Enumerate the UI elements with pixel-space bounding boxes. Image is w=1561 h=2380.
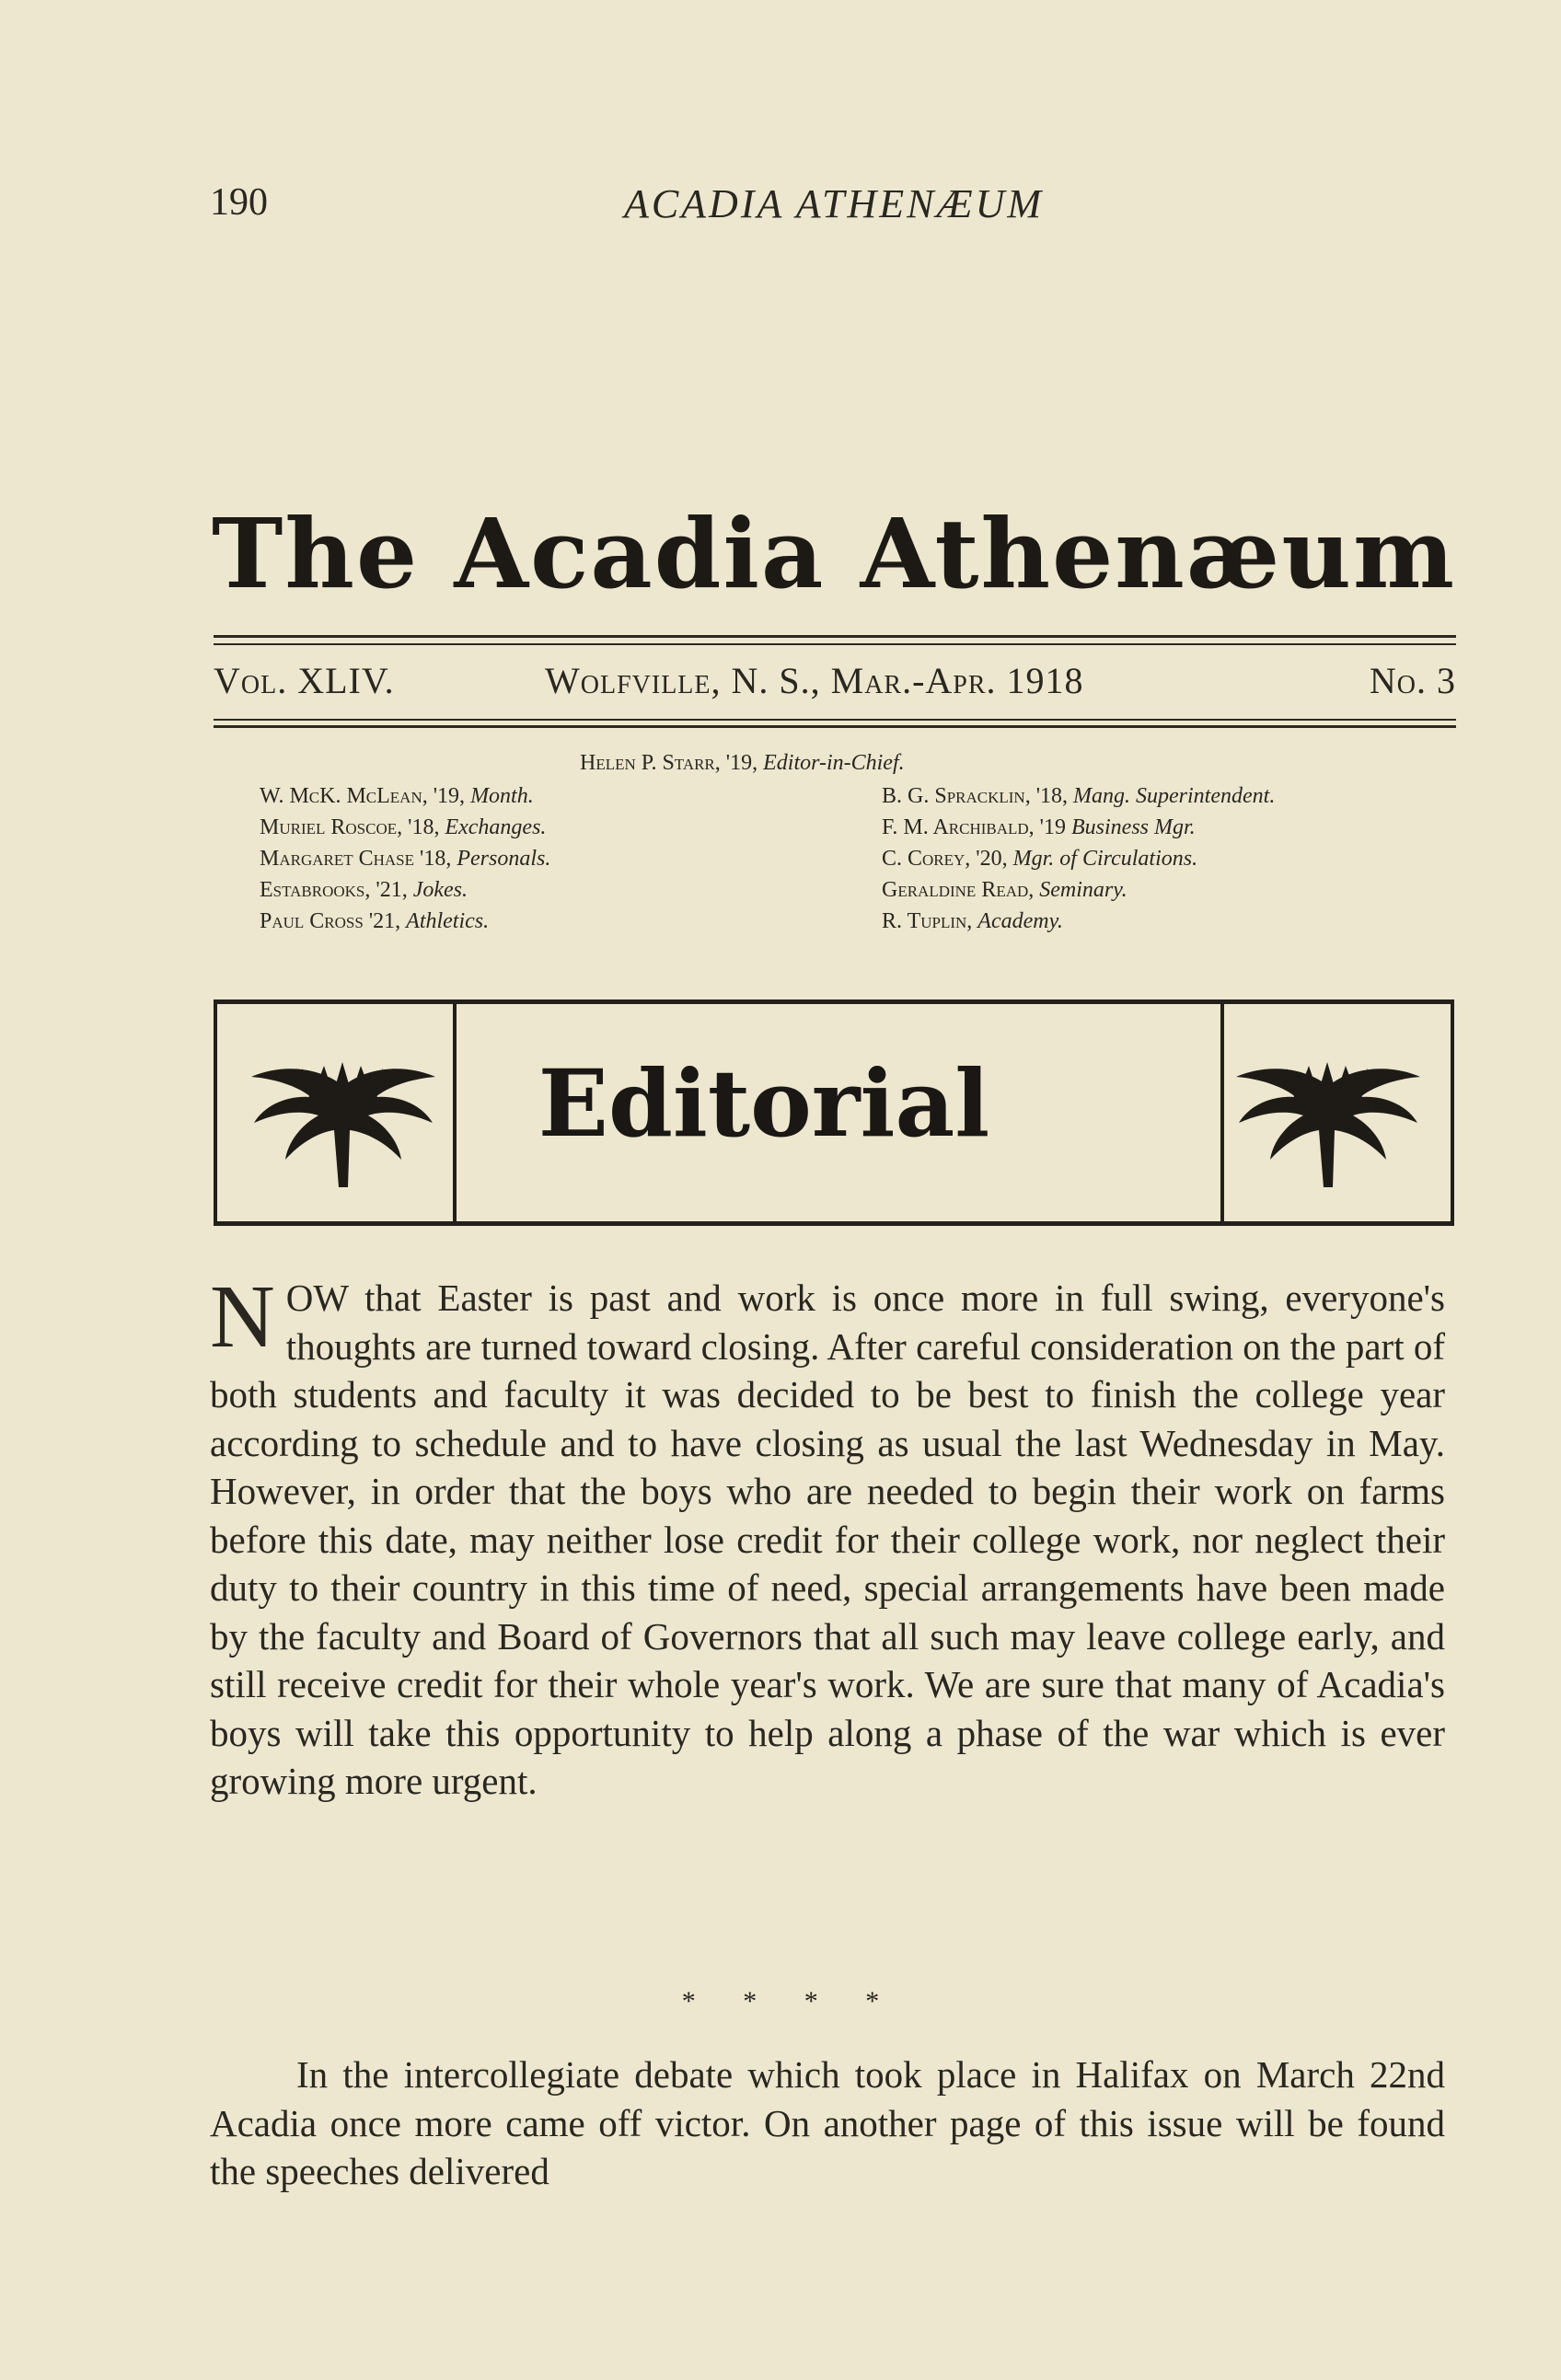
- masthead-rule-top-thin: [214, 643, 1456, 645]
- place-date: Wolfville, N. S., Mar.-Apr. 1918: [545, 660, 1084, 701]
- staff-entry: B. G. Spracklin, '18, Mang. Superintendent.: [882, 784, 1276, 808]
- masthead-rule-bottom-thin: [214, 719, 1456, 721]
- staff-entry: R. Tuplin, Academy.: [882, 909, 1063, 933]
- article-paragraph: [210, 1267, 1445, 1806]
- editor-in-chief: Helen P. Starr, '19, Editor-in-Chief.: [580, 751, 905, 775]
- banner-border-left: [214, 999, 217, 1226]
- staff-entry: Margaret Chase '18, Personals.: [260, 847, 551, 871]
- page-number: 190: [210, 181, 268, 224]
- banner-divider-left: [453, 1003, 457, 1224]
- banner-rule-bottom: [214, 1221, 1454, 1226]
- staff-entry: W. McK. McLean, '19, Month.: [260, 784, 534, 808]
- banner-divider-right: [1220, 1003, 1224, 1224]
- staff-left-column: [260, 780, 550, 937]
- running-header: [210, 180, 1458, 236]
- section-separator: * * * *: [681, 1986, 880, 2016]
- staff-entry: Paul Cross '21, Athletics.: [260, 909, 490, 933]
- drop-cap: N: [210, 1267, 275, 1367]
- staff-entry: F. M. Archibald, '19 Business Mgr.: [882, 815, 1196, 839]
- running-title: ACADIA ATHENÆUM: [623, 181, 1045, 226]
- masthead-title: The Acadia Athenæum: [212, 497, 1456, 610]
- volume-line: [214, 659, 1456, 711]
- staff-entry: C. Corey, '20, Mgr. of Circulations.: [882, 847, 1198, 871]
- banner-rule-top: [214, 999, 1454, 1004]
- masthead-rule-top: [214, 635, 1456, 638]
- staff-right-column: [882, 780, 1275, 937]
- palm-ornament-icon: [1231, 1040, 1425, 1196]
- article-paragraph: In the intercollegiate debate which took place in Halifax on March 22nd Acadia once more came off victor. On another page of this issue will be found the speeches delivered: [210, 2053, 1445, 2192]
- paragraph-text: OW that Easter is past and work is once more in full swing, everyone's thoughts are turned toward closing. After careful consideration on the part of both students and faculty it was decided to be best to finish the college year according to schedule and to have closing as usual the last Wednesday in May. However, in order that the boys who are needed to begin their work on farms before this date, may neither lose credit for their college work, nor neglect their duty to their country in this time of need, special arrangements have been made by the faculty and Board of Governors that all such may leave college early, and still receive credit for their whole year's work. We are sure that many of Acadia's boys will take this opportunity to help along a phase of the war which is ever growing more urgent.: [210, 1277, 1445, 1802]
- banner-border-right: [1451, 999, 1454, 1226]
- volume-number: Vol. XLIV.: [214, 660, 395, 701]
- section-title: Editorial: [538, 1049, 990, 1158]
- staff-entry: Muriel Roscoe, '18, Exchanges.: [260, 815, 547, 839]
- issue-number: No. 3: [1369, 660, 1456, 701]
- masthead-rule-bottom: [214, 725, 1456, 728]
- palm-ornament-icon: [247, 1040, 440, 1196]
- staff-entry: Geraldine Read, Seminary.: [882, 878, 1127, 902]
- staff-entry: Estabrooks, '21, Jokes.: [260, 878, 468, 902]
